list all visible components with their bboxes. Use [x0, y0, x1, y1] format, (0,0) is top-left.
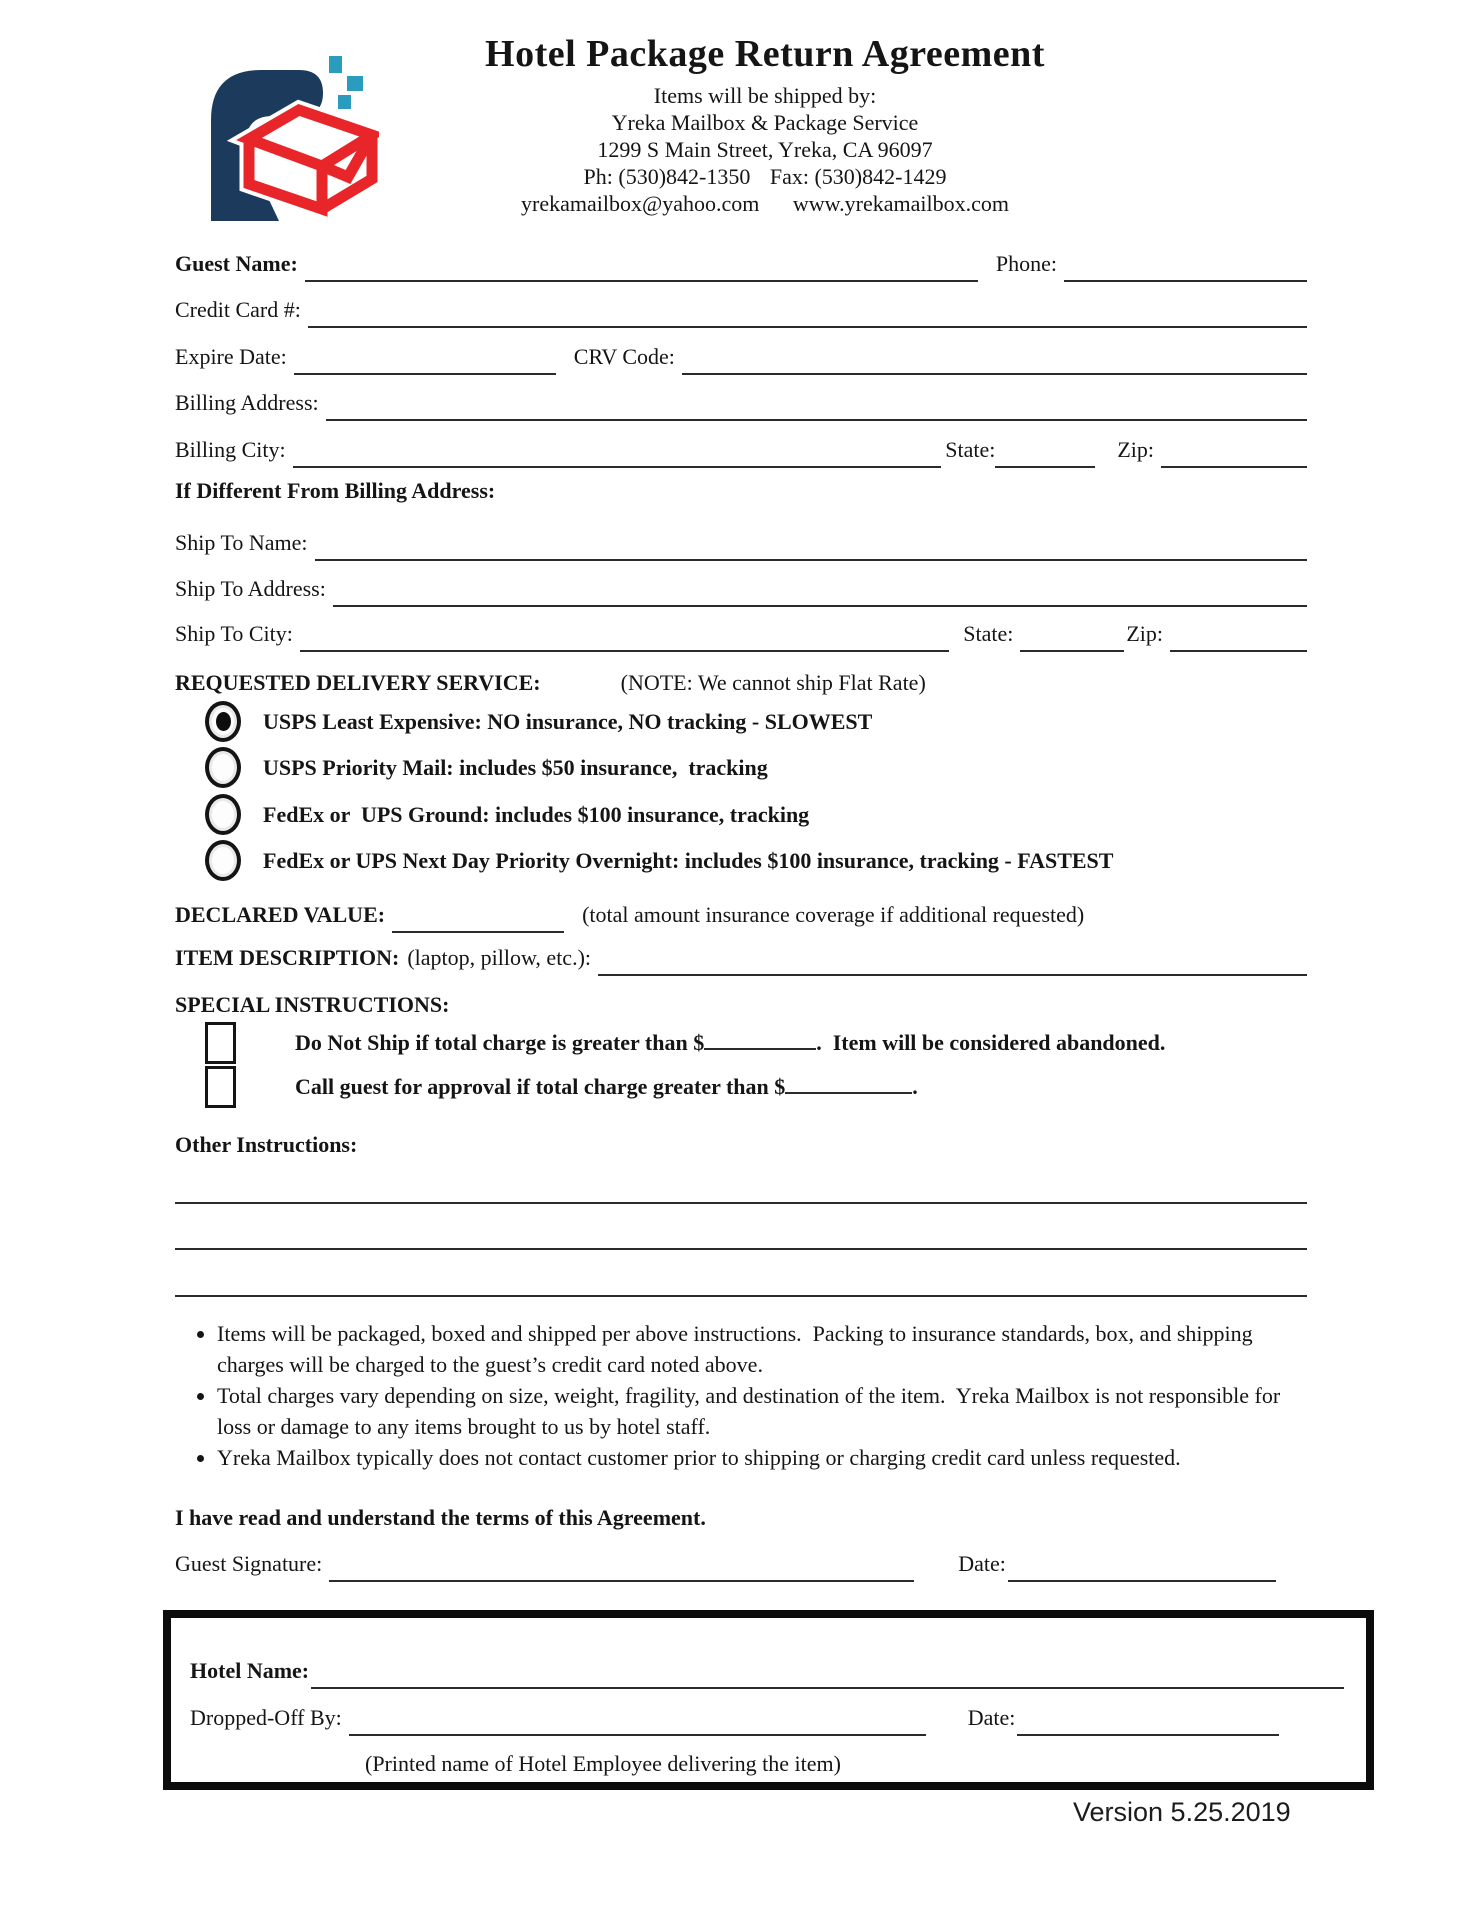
term-bullet-1: • Items will be packaged, boxed and shipped per above instructions. Packing to insurance standards, box, and shipping charges will be charged to the guest’s credit card noted above. — [217, 1318, 1302, 1380]
call-guest-amount-line[interactable] — [785, 1076, 912, 1094]
dropped-off-by-label: Dropped-Off By: — [190, 1705, 342, 1730]
phone-label: Phone: — [995, 251, 1057, 276]
terms-bullet-list — [177, 1318, 1302, 1473]
company-street: 1299 S Main Street, Yreka, CA 96097 — [597, 137, 933, 162]
delivery-option-label: USPS Least Expensive: NO insurance, NO tracking - SLOWEST — [263, 708, 873, 734]
signature-date-input-line[interactable] — [1008, 1562, 1276, 1582]
declared-value-label: DECLARED VALUE: — [175, 902, 386, 927]
credit-card-input-line[interactable] — [308, 308, 1307, 328]
company-phone: Ph: (530)842-1350 — [583, 164, 751, 189]
billing-zip-input-line[interactable] — [1161, 448, 1307, 468]
item-description-hint: (laptop, pillow, etc.): — [407, 945, 592, 970]
checkbox[interactable] — [205, 1022, 236, 1064]
item-description-input-line[interactable] — [598, 956, 1307, 976]
delivery-option-label: FedEx or UPS Ground: includes $100 insurance, tracking — [263, 801, 810, 827]
hotel-name-label: Hotel Name: — [190, 1658, 310, 1683]
guest-signature-label: Guest Signature: — [175, 1551, 323, 1576]
other-instructions-line-1[interactable] — [175, 1202, 1307, 1204]
call-guest-text-pre: Call guest for approval if total charge greater than $ — [295, 1074, 786, 1099]
billing-city-label: Billing City: — [175, 437, 286, 462]
dropoff-date-input-line[interactable] — [1017, 1716, 1279, 1736]
company-name: Yreka Mailbox & Package Service — [611, 110, 919, 135]
version-text: Version 5.25.2019 — [1073, 1797, 1291, 1827]
other-instructions-line-2[interactable] — [175, 1248, 1307, 1250]
credit-card-label: Credit Card #: — [175, 297, 301, 322]
signature-date-label: Date: — [958, 1551, 1006, 1576]
printed-name-note: (Printed name of Hotel Employee delivering the item) — [365, 1751, 841, 1776]
billing-city-input-line[interactable] — [293, 448, 942, 468]
billing-state-input-line[interactable] — [995, 448, 1095, 468]
ship-to-state-label: State: — [963, 621, 1014, 646]
acknowledgement-statement: I have read and understand the terms of this Agreement. — [175, 1505, 706, 1530]
ship-to-zip-input-line[interactable] — [1170, 632, 1307, 652]
company-fax: Fax: (530)842-1429 — [769, 164, 947, 189]
radio-button[interactable] — [205, 747, 241, 788]
delivery-service-note: (NOTE: We cannot ship Flat Rate) — [620, 670, 926, 695]
ship-to-address-input-line[interactable] — [333, 587, 1307, 607]
term-bullet-3: • Yreka Mailbox typically does not contact customer prior to shipping or charging credit card unless requested. — [217, 1442, 1302, 1473]
delivery-option-label: USPS Priority Mail: includes $50 insurance, tracking — [263, 754, 768, 780]
phone-fax-line — [350, 163, 1180, 190]
billing-zip-label: Zip: — [1117, 437, 1154, 462]
ship-to-state-input-line[interactable] — [1020, 632, 1124, 652]
billing-address-input-line[interactable] — [326, 401, 1307, 421]
item-description-label: ITEM DESCRIPTION: — [175, 945, 400, 970]
ship-to-city-label: Ship To City: — [175, 621, 293, 646]
billing-state-label: State: — [945, 437, 996, 462]
hotel-dropoff-box — [163, 1610, 1374, 1790]
declared-value-input-line[interactable] — [392, 913, 564, 933]
ship-to-city-input-line[interactable] — [300, 632, 949, 652]
crv-code-label: CRV Code: — [573, 344, 675, 369]
special-instructions-heading: SPECIAL INSTRUCTIONS: — [175, 992, 450, 1017]
other-instructions-heading: Other Instructions: — [175, 1132, 358, 1157]
do-not-ship-text-pre: Do Not Ship if total charge is greater than $ — [295, 1030, 705, 1055]
form-header — [350, 32, 1180, 217]
delivery-option-usps-least-expensive[interactable] — [205, 701, 872, 742]
company-email: yrekamailbox@yahoo.com — [521, 191, 760, 216]
call-guest-option[interactable] — [205, 1066, 918, 1108]
page-title: Hotel Package Return Agreement — [485, 33, 1045, 75]
expire-date-label: Expire Date: — [175, 344, 287, 369]
checkbox[interactable] — [205, 1066, 236, 1108]
declared-value-hint: (total amount insurance coverage if additional requested) — [582, 902, 1085, 927]
call-guest-text-post: . — [912, 1074, 918, 1099]
radio-selected-dot — [216, 712, 231, 731]
other-instructions-line-3[interactable] — [175, 1295, 1307, 1297]
email-web-line — [350, 190, 1180, 217]
delivery-service-heading: REQUESTED DELIVERY SERVICE: — [175, 670, 541, 695]
delivery-option-usps-priority[interactable] — [205, 747, 768, 788]
ship-to-zip-label: Zip: — [1126, 621, 1163, 646]
term-bullet-2: • Total charges vary depending on size, weight, fragility, and destination of the item. Yreka Mailbox is not responsible for loss or damage to any items brought to us by hotel staff. — [217, 1380, 1302, 1442]
do-not-ship-text-post: . Item will be considered abandoned. — [816, 1030, 1166, 1055]
ship-to-name-input-line[interactable] — [315, 541, 1308, 561]
delivery-option-overnight[interactable] — [205, 840, 1113, 881]
guest-signature-input-line[interactable] — [329, 1562, 914, 1582]
billing-address-label: Billing Address: — [175, 390, 319, 415]
radio-button[interactable] — [205, 794, 241, 835]
ship-to-name-label: Ship To Name: — [175, 530, 308, 555]
delivery-option-ground[interactable] — [205, 794, 809, 835]
dropoff-date-label: Date: — [967, 1705, 1016, 1730]
dropped-off-by-input-line[interactable] — [349, 1716, 926, 1736]
radio-button[interactable] — [205, 701, 241, 742]
radio-button[interactable] — [205, 840, 241, 881]
delivery-option-label: FedEx or UPS Next Day Priority Overnight: includes $100 insurance, tracking - FASTEST — [263, 847, 1114, 873]
crv-code-input-line[interactable] — [682, 355, 1307, 375]
ship-to-section-heading: If Different From Billing Address: — [175, 478, 496, 503]
expire-date-input-line[interactable] — [294, 355, 556, 375]
guest-name-input-line[interactable] — [305, 262, 978, 282]
phone-input-line[interactable] — [1064, 262, 1307, 282]
ship-to-address-label: Ship To Address: — [175, 576, 326, 601]
hotel-name-input-line[interactable] — [311, 1669, 1344, 1689]
shipped-by-line: Items will be shipped by: — [653, 83, 877, 108]
company-website: www.yrekamailbox.com — [792, 191, 1009, 216]
guest-name-label: Guest Name: — [175, 251, 298, 276]
